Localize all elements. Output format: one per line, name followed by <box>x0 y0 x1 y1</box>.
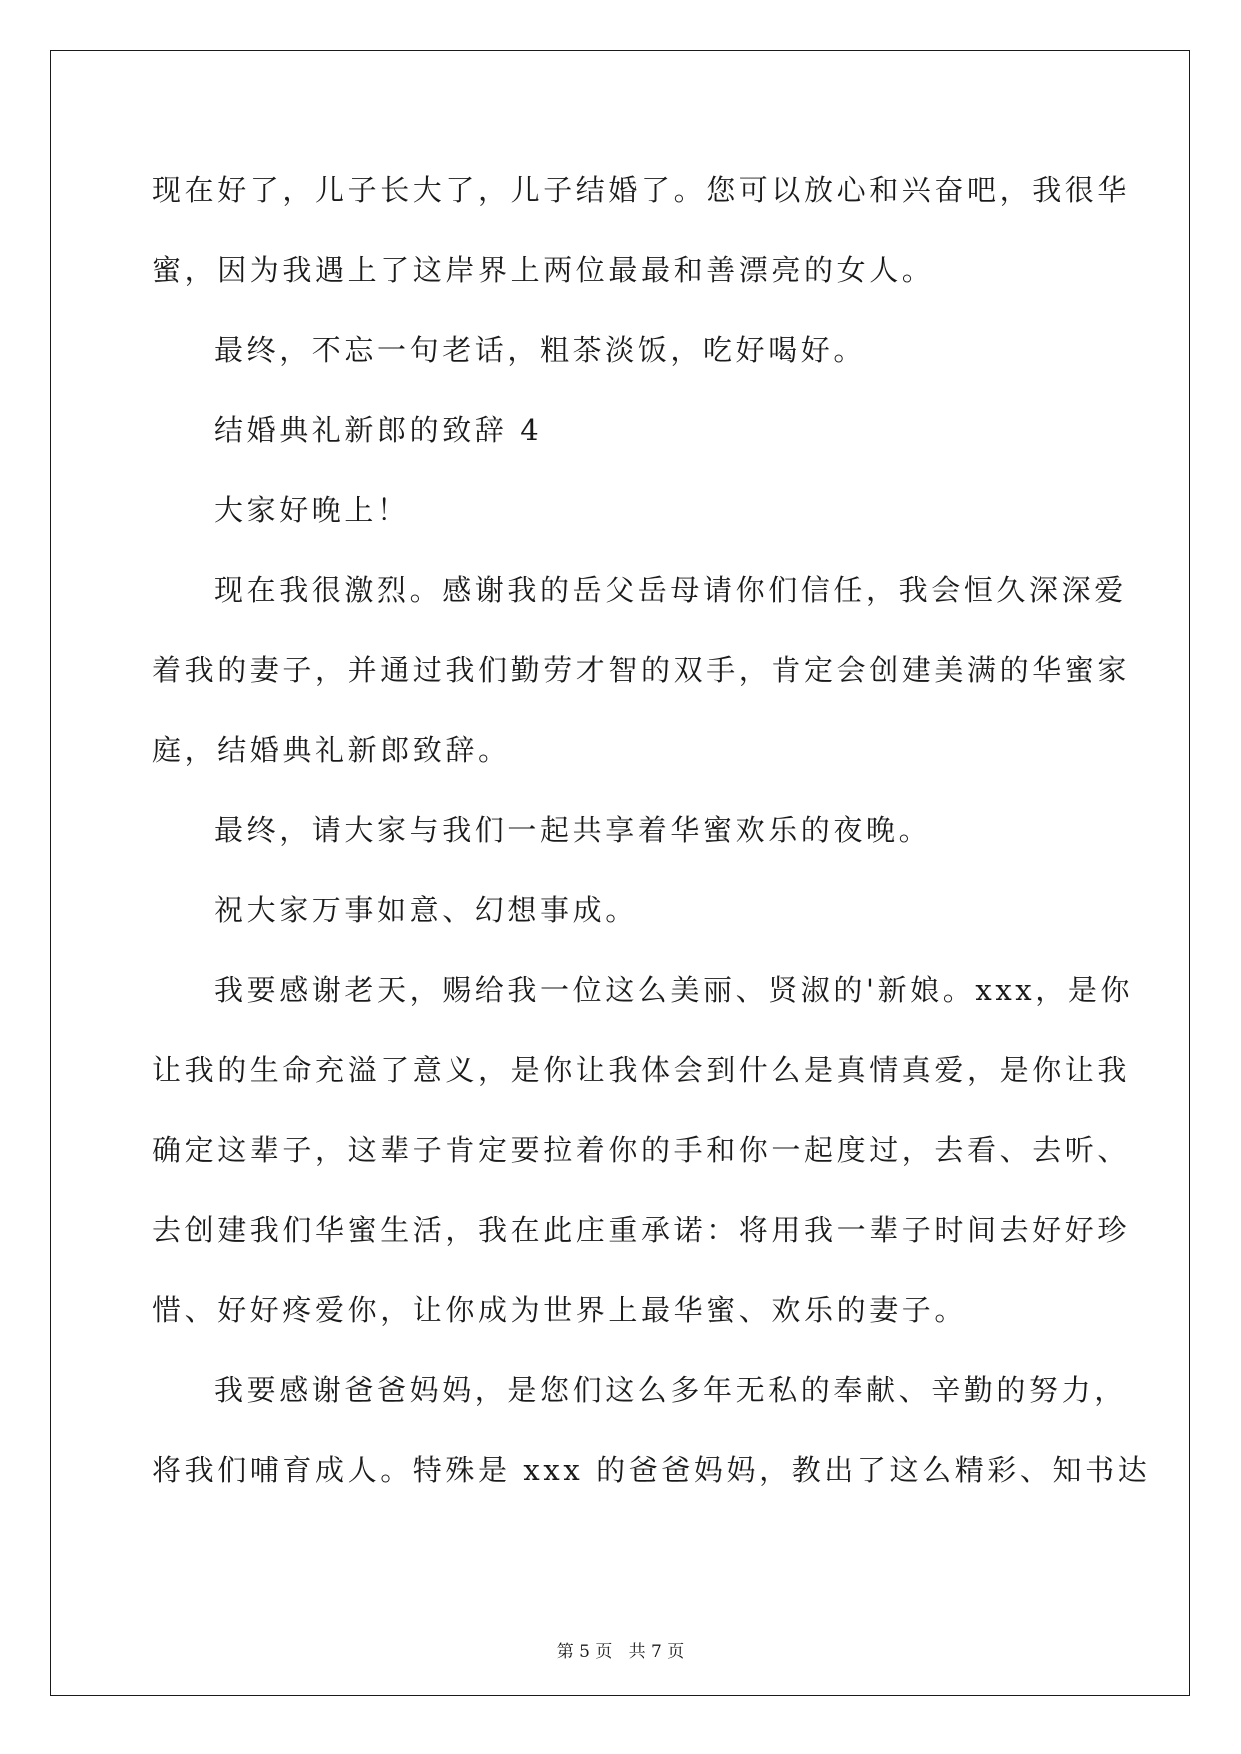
section-heading: 结婚典礼新郎的致辞 4 <box>214 413 543 447</box>
body-line: 庭，结婚典礼新郎致辞。 <box>152 733 511 767</box>
body-line: 我要感谢爸爸妈妈，是您们这么多年无私的奉献、辛勤的努力， <box>214 1373 1127 1407</box>
body-line: 最终，请大家与我们一起共享着华蜜欢乐的夜晚。 <box>214 813 932 847</box>
body-line: 最终，不忘一句老话，粗茶淡饭，吃好喝好。 <box>214 333 867 367</box>
body-line: 惜、好好疼爱你，让你成为世界上最华蜜、欢乐的妻子。 <box>152 1293 968 1327</box>
body-line: 蜜，因为我遇上了这岸界上两位最最和善漂亮的女人。 <box>152 253 935 287</box>
page-footer: 第 5 页 共 7 页 <box>556 1642 685 1662</box>
body-line: 着我的妻子，并通过我们勤劳才智的双手，肯定会创建美满的华蜜家 <box>152 653 1131 687</box>
body-line: 我要感谢老天，赐给我一位这么美丽、贤淑的'新娘。xxx，是你 <box>214 973 1134 1007</box>
body-line: 祝大家万事如意、幻想事成。 <box>214 893 638 927</box>
body-line: 去创建我们华蜜生活，我在此庄重承诺：将用我一辈子时间去好好珍 <box>152 1213 1131 1247</box>
body-line: 现在我很激烈。感谢我的岳父岳母请你们信任，我会恒久深深爱 <box>214 573 1127 607</box>
body-line: 将我们哺育成人。特殊是 xxx 的爸爸妈妈，教出了这么精彩、知书达 <box>152 1453 1151 1487</box>
body-line: 现在好了，儿子长大了，儿子结婚了。您可以放心和兴奋吧，我很华 <box>152 173 1131 207</box>
body-line: 确定这辈子，这辈子肯定要拉着你的手和你一起度过，去看、去听、 <box>152 1133 1131 1167</box>
body-line: 大家好晚上！ <box>214 493 410 527</box>
body-line: 让我的生命充溢了意义，是你让我体会到什么是真情真爱，是你让我 <box>152 1053 1131 1087</box>
